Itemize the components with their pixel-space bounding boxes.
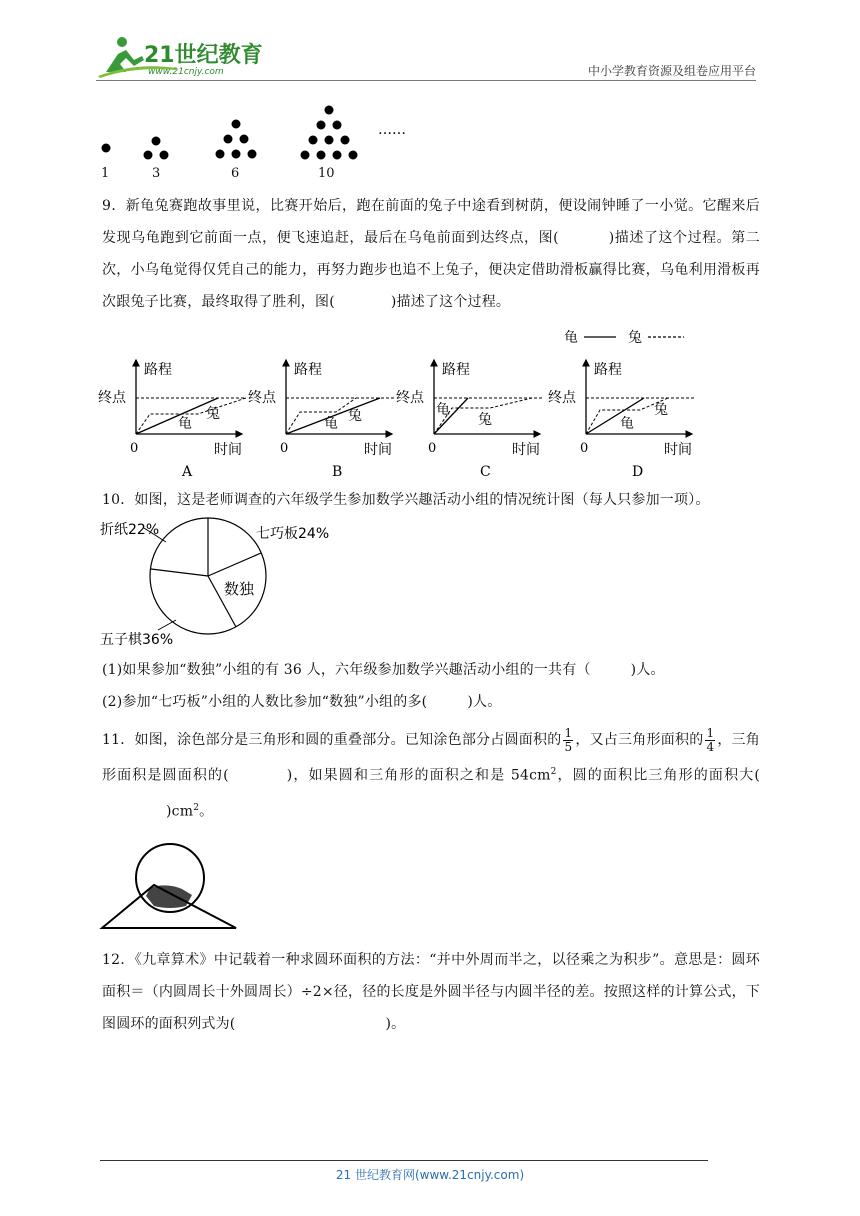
fraction-one-fifth: $\frac{1}{5}$ (564, 725, 573, 754)
graph-option-label: A (182, 464, 193, 480)
graph-label-rabbit: 兔 (654, 402, 668, 418)
question-10-sub2 (102, 686, 760, 718)
graph-label-finish: 终点 (98, 390, 126, 406)
graph-option-label: B (332, 464, 343, 480)
graph-label-rabbit: 兔 (206, 406, 220, 422)
graph-label-ylabel: 路程 (442, 362, 470, 378)
q10-sub1-end: )人。 (630, 662, 665, 678)
graph-label-finish: 终点 (548, 390, 576, 406)
graph-label-ylabel: 路程 (294, 362, 322, 378)
graph-label-turtle: 龟 (178, 416, 192, 432)
graph-label-origin: 0 (428, 441, 437, 456)
question-11 (102, 724, 760, 827)
graph-label-ylabel: 路程 (144, 362, 172, 378)
q10-sub2-end: )人。 (467, 694, 502, 710)
q11-superscript: 2 (550, 767, 557, 777)
svg-text:www.21cnjy.com: www.21cnjy.com (148, 67, 224, 77)
footer-divider (100, 1160, 708, 1161)
legend-turtle-label: 龟 (564, 330, 578, 346)
graph-label-xlabel: 时间 (512, 442, 540, 458)
graph-label-rabbit: 兔 (348, 408, 362, 424)
q9-text-part1: 9．新龟兔赛跑故事里说，比赛开始后，跑在前面的兔子中途看到树荫，便设闹钟睡了一小觉。它醒来后发现乌龟跑到它前面一点，便飞速追赶，最后在乌龟前面到达终点，图( (102, 198, 760, 246)
q11-text-part4: )，如果圆和三角形的面积之和是 54cm (286, 767, 551, 784)
fraction-one-fourth: $\frac{1}{4}$ (706, 725, 715, 754)
graph-option-label: C (480, 464, 491, 480)
graph-label-finish: 终点 (396, 390, 424, 406)
question-10-sub1 (102, 654, 760, 686)
graph-a[interactable] (98, 360, 246, 480)
pie-label-gomoku: 五子棋36% (100, 632, 174, 648)
dots-ellipsis: …… (378, 122, 406, 138)
header-divider (96, 80, 756, 81)
q11-text-part7: 。 (199, 803, 214, 820)
graph-label-turtle: 龟 (324, 416, 338, 432)
graph-label-finish: 终点 (248, 390, 276, 406)
q10-sub1-text: (1)如果参加“数独”小组的有 36 人，六年级参加数学兴趣活动小组的一共有（ (102, 662, 591, 678)
dots-label-1: 1 (101, 166, 110, 181)
footer-text[interactable]: 21 世纪教育网(www.21cnjy.com) (335, 1168, 525, 1182)
graph-label-origin: 0 (580, 441, 589, 456)
q11-circle-triangle-figure (98, 840, 242, 932)
q11-text-part5: ，圆的面积比三角形的面积大( (556, 767, 761, 784)
dots-label-3: 3 (152, 166, 161, 181)
svg-text:21世纪教育: 21世纪教育 (144, 43, 263, 68)
pie-label-tangram: 七巧板24% (256, 526, 330, 542)
q11-superscript-2: 2 (193, 802, 200, 813)
graph-d[interactable] (548, 360, 696, 480)
q9-graph-options (94, 352, 714, 482)
graph-option-label: D (632, 464, 644, 480)
q12-text-part1: 12．《九章算术》中记载着一种求圆环面积的方法：“并中外周而半之，以径乘之为积步”。意思是：圆环面积＝（内圆周长十外圆周长）÷2×径，径的长度是外圆半径与内圆半径的差。按照这样的计算公式，下图圆环的面积列式为( (102, 952, 760, 1032)
site-logo (96, 32, 266, 80)
q11-text-part2: ，又占三角形面积的 (575, 732, 704, 748)
graph-b[interactable] (248, 360, 396, 480)
q11-text-part6: )cm (166, 803, 194, 820)
legend-rabbit-label: 兔 (628, 330, 642, 346)
question-9 (102, 190, 760, 318)
graph-label-ylabel: 路程 (594, 362, 622, 378)
graph-label-xlabel: 时间 (664, 442, 692, 458)
dots-label-10: 10 (318, 166, 335, 181)
triangular-dots-figure (96, 100, 416, 164)
graph-label-turtle: 龟 (620, 416, 634, 432)
question-12 (102, 944, 760, 1040)
graph-label-origin: 0 (280, 441, 289, 456)
question-10-intro: 10．如图，这是老师调查的六年级学生参加数学兴趣活动小组的情况统计图（每人只参加一项）。 (102, 492, 710, 508)
graph-c[interactable] (396, 360, 544, 480)
q10-pie-chart (96, 516, 356, 652)
q9-legend (560, 326, 700, 348)
graph-label-origin: 0 (130, 441, 139, 456)
q9-text-part3: )描述了这个过程。 (390, 294, 511, 310)
q10-sub2-text: (2)参加“七巧板”小组的人数比参加“数独”小组的多( (102, 694, 428, 710)
dots-label-6: 6 (231, 166, 240, 181)
q11-text-part3: ，三角形面积是圆面积的( (102, 732, 760, 784)
q11-text-part1: 11．如图，涂色部分是三角形和圆的重叠部分。已知涂色部分占圆面积的 (102, 732, 562, 748)
graph-label-xlabel: 时间 (214, 442, 242, 458)
graph-label-rabbit: 兔 (478, 412, 492, 428)
q12-text-part2: )。 (385, 1016, 406, 1032)
pie-label-sudoku: 数独 (224, 580, 255, 598)
graph-label-turtle: 龟 (436, 402, 450, 418)
graph-label-xlabel: 时间 (364, 442, 392, 458)
header-platform-text: 中小学教育资源及组卷应用平台 (587, 64, 756, 78)
q9-text-part2: )描述了这个过程。第二次，小乌龟觉得仅凭自己的能力，再努力跑步也追不上兔子，便决定借助滑板赢得比赛，乌龟利用滑板再次跟兔子比赛，最终取得了胜利，图( (102, 230, 760, 310)
pie-label-origami: 折纸22% (100, 522, 160, 538)
